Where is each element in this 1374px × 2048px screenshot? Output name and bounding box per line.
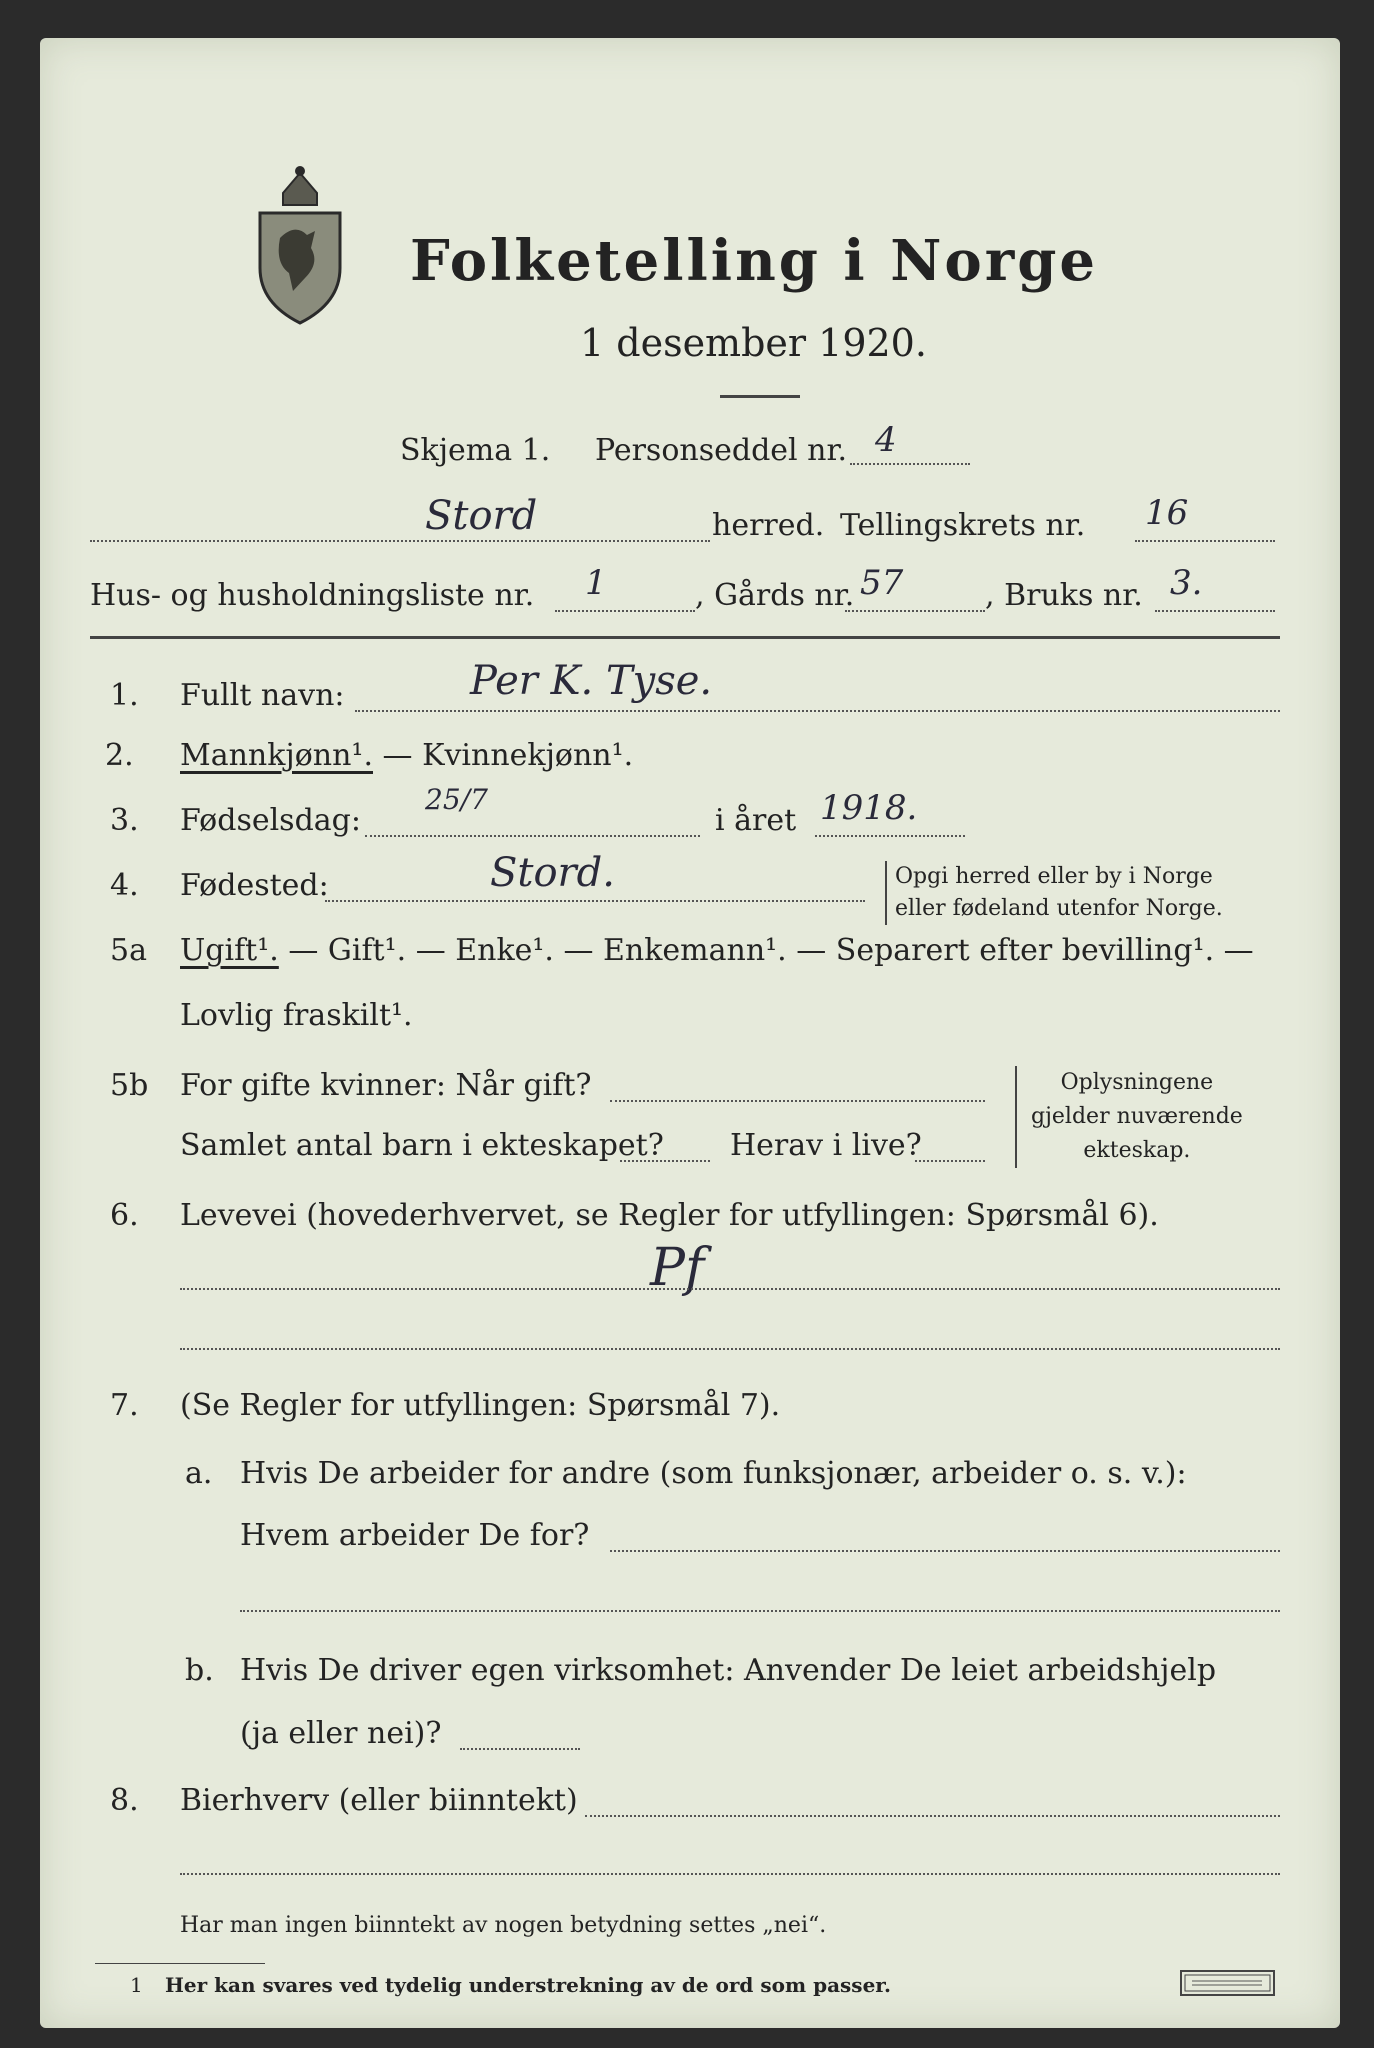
q8-line2 (180, 1873, 1280, 1875)
q7-label: (Se Regler for utfyllingen: Spørsmål 7). (180, 1388, 781, 1423)
gards-line (845, 610, 985, 612)
q8-label: Bierhverv (eller biinntekt) (180, 1783, 578, 1818)
q3-year-value: 1918. (820, 788, 918, 828)
q4-value: Stord. (490, 850, 615, 896)
q2-female: — Kvinnekjønn¹. (373, 738, 634, 773)
q8-line1 (585, 1815, 1280, 1817)
q5b-note-line2: gjelder nuværende (1031, 1104, 1243, 1129)
q5b-label2: Samlet antal barn i ekteskapet? (180, 1128, 664, 1163)
herred-line (90, 540, 710, 542)
q5b-line2 (620, 1160, 710, 1162)
tellingskrets-line (1135, 540, 1275, 542)
personseddel-value: 4 (875, 420, 897, 460)
q6-number: 6. (110, 1198, 139, 1233)
footnote-divider (95, 1963, 265, 1964)
q4-label: Fødested: (180, 868, 329, 903)
herred-label: herred. (712, 508, 825, 543)
census-date: 1 desember 1920. (580, 321, 927, 365)
q6-label: Levevei (hovederhvervet, se Regler for utfyllingen: Spørsmål 6). (180, 1198, 1159, 1233)
q2-male: Mannkjønn¹. (180, 738, 373, 773)
q6-value: Pf (650, 1238, 705, 1298)
q5a-line2: Lovlig fraskilt¹. (180, 998, 413, 1033)
q7a-number: a. (185, 1456, 213, 1491)
q4-number: 4. (110, 868, 139, 903)
q5b-label1: For gifte kvinner: Når gift? (180, 1068, 592, 1103)
q5b-note-line3: ekteskap. (1083, 1138, 1191, 1163)
tellingskrets-label: Tellingskrets nr. (840, 508, 1086, 543)
q7a-label2: Hvem arbeider De for? (240, 1518, 590, 1553)
q7b-number: b. (185, 1653, 214, 1688)
q5b-label3: Herav i live? (730, 1128, 922, 1163)
income-note: Har man ingen biinntekt av nogen betydning settes „nei“. (180, 1913, 827, 1938)
q4-note-line1: Opgi herred eller by i Norge (895, 864, 1213, 889)
gards-value: 57 (860, 563, 904, 603)
herred-value: Stord (425, 493, 538, 539)
q2-options (180, 738, 633, 773)
footnote-number: 1 (130, 1973, 143, 1997)
q7a-line2 (240, 1610, 1280, 1612)
q7b-label1: Hvis De driver egen virksomhet: Anvender De leiet arbeidshjelp (240, 1653, 1217, 1688)
gards-label: , Gårds nr. (695, 578, 855, 613)
personseddel-line (850, 463, 970, 465)
tellingskrets-value: 16 (1145, 493, 1189, 533)
q1-value: Per K. Tyse. (470, 658, 713, 704)
q3-year-label: i året (715, 803, 797, 838)
q5b-number: 5b (110, 1068, 149, 1103)
title-divider (720, 395, 800, 398)
q6-line2 (180, 1348, 1280, 1350)
q1-label: Fullt navn: (180, 678, 345, 713)
form-title: Folketelling i Norge (410, 228, 1099, 294)
q2-number: 2. (105, 738, 134, 773)
header-divider (90, 636, 1280, 639)
q5b-line1 (610, 1100, 985, 1102)
hus-value: 1 (585, 563, 607, 603)
q3-number: 3. (110, 803, 139, 838)
hus-label: Hus- og husholdningsliste nr. (90, 578, 535, 613)
coat-of-arms-icon (245, 163, 355, 328)
personseddel-label: Personseddel nr. (595, 433, 848, 468)
q4-note-line2: eller fødeland utenfor Norge. (895, 896, 1223, 921)
q3-line (365, 835, 700, 837)
hus-line (555, 610, 695, 612)
q6-line1 (180, 1288, 1280, 1290)
footnote: Her kan svares ved tydelig understrekning av de ord som passer. (165, 1973, 891, 1997)
q3-value: 25/7 (425, 783, 488, 816)
q7a-line1 (610, 1550, 1280, 1552)
q5a-number: 5a (110, 933, 147, 968)
bruks-value: 3. (1170, 563, 1203, 603)
q5a-rest: — Gift¹. — Enke¹. — Enkemann¹. — Separert efter bevilling¹. — (278, 933, 1254, 968)
q5b-note-line1: Oplysningene (1060, 1070, 1214, 1095)
q4-note (885, 861, 1223, 925)
q5b-note (1015, 1066, 1243, 1168)
q8-number: 8. (110, 1783, 139, 1818)
q7b-line (460, 1748, 580, 1750)
bruks-label: , Bruks nr. (985, 578, 1143, 613)
census-form (40, 38, 1340, 2028)
schema-label: Skjema 1. (400, 433, 551, 468)
q1-number: 1. (110, 678, 139, 713)
q7a-label1: Hvis De arbeider for andre (som funksjonær, arbeider o. s. v.): (240, 1456, 1187, 1491)
q4-line (325, 900, 865, 902)
q1-line (355, 710, 1280, 712)
q7-number: 7. (110, 1388, 139, 1423)
q3-year-line (815, 835, 965, 837)
q7b-label2: (ja eller nei)? (240, 1716, 442, 1751)
q5a-options (180, 933, 1254, 968)
q3-label: Fødselsdag: (180, 803, 361, 838)
printer-stamp-icon (1180, 1970, 1275, 1996)
bruks-line (1155, 610, 1275, 612)
q5a-ugift: Ugift¹. (180, 933, 279, 968)
q5b-line3 (915, 1160, 985, 1162)
